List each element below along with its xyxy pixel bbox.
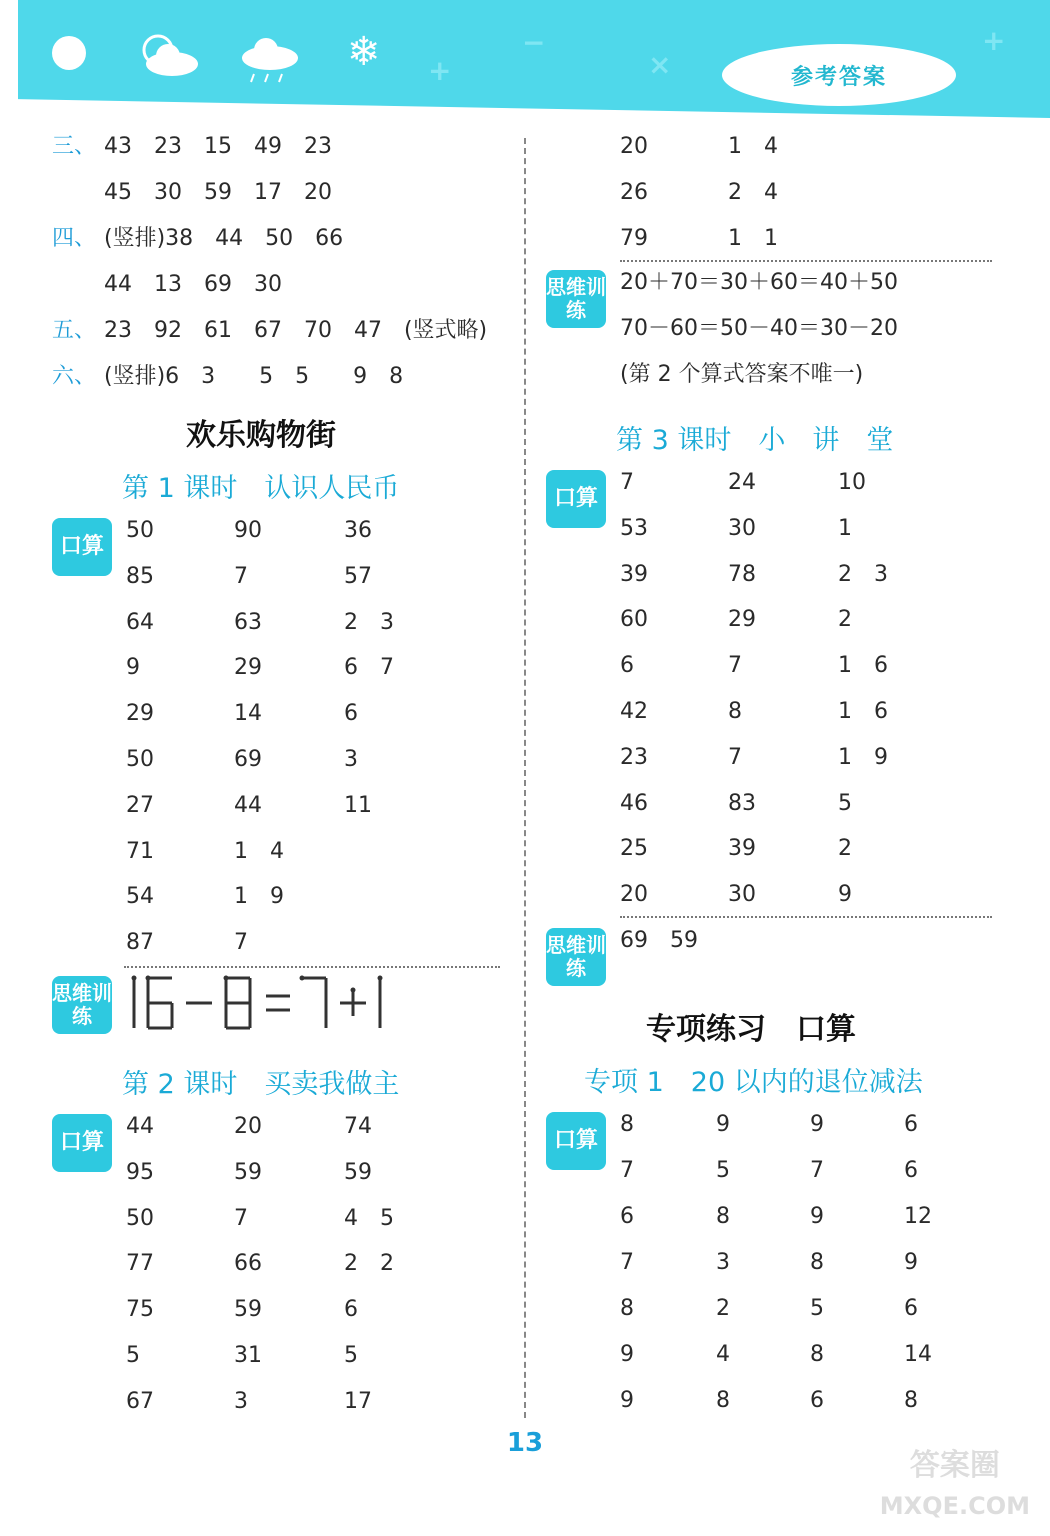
lesson-1-answer-r10-c2: 7: [234, 930, 248, 956]
lesson-3-answer-r1-c1: 7: [620, 470, 634, 495]
lesson-3-title: 第 3 课时 小 讲 堂: [616, 425, 894, 456]
lesson-1-answer-r8-c1: 71: [126, 838, 154, 864]
lesson-1-answer-r5-c3: 6: [344, 701, 358, 727]
lesson-2-answer-r2-c3: 59: [344, 1159, 372, 1185]
lesson-3-answer-r10-c3: 9: [838, 882, 852, 908]
lesson-2-answer-r6-c2: 31: [234, 1343, 262, 1368]
lesson-3-answer-r2-c2: 30: [728, 515, 756, 541]
continued-answer-r3-c1: 79: [620, 226, 648, 251]
lesson-3-answer-r10-c2: 30: [728, 882, 756, 908]
thinking-note: (第 2 个算式答案不唯一): [620, 362, 864, 387]
q6-row-1: (竖排)6 3 5 5 9 8: [104, 364, 404, 389]
lesson-3-answer-r10-c1: 20: [620, 882, 648, 908]
q6-label: 六、: [52, 364, 97, 389]
lesson-1-answer-r6-c2: 69: [234, 747, 262, 772]
special-1-answer-r6-c4: 14: [904, 1342, 932, 1367]
lesson-1-answer-r3-c2: 63: [234, 609, 262, 635]
special-1-answer-r1-c4: 6: [904, 1112, 918, 1137]
lesson-3-answer-r5-c1: 6: [620, 653, 634, 679]
snowflake-icon: ❄: [347, 29, 381, 75]
lesson-2-answer-r7-c2: 3: [234, 1388, 248, 1414]
special-1-answer-r3-c1: 6: [620, 1204, 634, 1229]
lesson-2-title: 第 2 课时 买卖我做主: [122, 1069, 400, 1100]
q4-label: 四、: [52, 226, 97, 251]
thinking-training-tag-left: 思维训练: [52, 976, 112, 1034]
lesson-3-answer-r9-c3: 2: [838, 836, 852, 862]
lesson-1-answer-r7-c2: 44: [234, 792, 262, 818]
lesson-3-answer-r7-c3: 1 9: [838, 744, 888, 770]
special-1-answer-r4-c3: 8: [810, 1250, 824, 1275]
q3-row-1: 43 23 15 49 23: [104, 134, 332, 159]
lesson-3-answer-r8-c2: 83: [728, 790, 756, 816]
page-number: 13: [506, 1428, 544, 1458]
continued-answer-r1-c2: 1 4: [728, 134, 778, 159]
special-1-answer-r6-c2: 4: [716, 1342, 730, 1367]
thinking-2-answer: 69 59: [620, 928, 698, 953]
thinking-training-tag-right-1: 思维训练: [546, 270, 606, 328]
lesson-3-answer-r6-c2: 8: [728, 699, 742, 724]
lesson-2-answer-r7-c3: 17: [344, 1388, 372, 1414]
lesson-3-answer-r1-c2: 24: [728, 470, 756, 495]
special-1-answer-r6-c1: 9: [620, 1342, 634, 1367]
special-1-answer-r7-c2: 8: [716, 1388, 730, 1413]
special-1-answer-r1-c1: 8: [620, 1112, 634, 1137]
q5-label: 五、: [52, 318, 97, 343]
special-1-answer-r2-c2: 5: [716, 1158, 730, 1183]
lesson-2-answer-r5-c3: 6: [344, 1297, 358, 1323]
special-1-answer-r4-c2: 3: [716, 1250, 730, 1275]
special-1-answer-r5-c2: 2: [716, 1296, 730, 1321]
watermark-line-1: 答案圈: [909, 1448, 1000, 1483]
lesson-1-answer-r10-c1: 87: [126, 930, 154, 956]
watermark-line-2: MXQE.COM: [879, 1492, 1030, 1520]
lesson-1-answer-r2-c3: 57: [344, 563, 372, 589]
lesson-3-answer-r4-c2: 29: [728, 607, 756, 633]
continued-answer-r2-c2: 2 4: [728, 180, 778, 205]
lesson-2-answer-r1-c3: 74: [344, 1114, 372, 1139]
special-1-answer-r3-c3: 9: [810, 1204, 824, 1229]
times-decoration-icon: ×: [648, 48, 672, 81]
lesson-3-answer-r2-c1: 53: [620, 515, 648, 541]
dotted-divider-left: [124, 966, 500, 968]
lesson-1-title: 第 1 课时 认识人民币: [122, 473, 400, 504]
lesson-3-answer-r4-c1: 60: [620, 607, 648, 633]
lesson-3-answer-r3-c1: 39: [620, 561, 648, 587]
lesson-3-answer-r6-c3: 1 6: [838, 699, 888, 724]
q3-row-2: 45 30 59 17 20: [104, 180, 332, 205]
mental-math-tag-lesson-2: 口算: [52, 1114, 112, 1172]
continued-answer-r1-c1: 20: [620, 134, 648, 159]
q4-row-2: 44 13 69 30: [104, 272, 282, 297]
lesson-3-answer-r5-c2: 7: [728, 653, 742, 679]
lesson-2-answer-r4-c1: 77: [126, 1251, 154, 1277]
lesson-1-answer-r6-c1: 50: [126, 747, 154, 772]
lesson-1-answer-r7-c1: 27: [126, 792, 154, 818]
matchstick-equation-text: 16−8=7+1: [126, 972, 132, 973]
lesson-3-answer-r1-c3: 10: [838, 470, 866, 495]
lesson-2-answer-r7-c1: 67: [126, 1388, 154, 1414]
mental-math-tag-lesson-1: 口算: [52, 518, 112, 576]
plus-decoration-icon: +: [428, 54, 452, 87]
lesson-2-answer-r5-c1: 75: [126, 1297, 154, 1323]
special-1-answer-r7-c4: 8: [904, 1388, 918, 1413]
dotted-divider-right-1: [620, 260, 992, 262]
section-title-special-practice: 专项练习 口算: [646, 1012, 856, 1047]
sun-icon: [52, 36, 86, 70]
q3-label: 三、: [52, 134, 97, 159]
lesson-1-answer-r4-c2: 29: [234, 655, 262, 681]
lesson-2-answer-r2-c1: 95: [126, 1159, 154, 1185]
cloud-sun-icon: [136, 30, 202, 80]
lesson-3-answer-r6-c1: 42: [620, 699, 648, 724]
lesson-1-answer-r9-c1: 54: [126, 884, 154, 910]
lesson-1-answer-r1-c3: 36: [344, 518, 372, 543]
lesson-3-answer-r7-c2: 7: [728, 744, 742, 770]
continued-answer-r2-c1: 26: [620, 180, 648, 205]
rain-cloud-icon: [236, 36, 302, 84]
lesson-1-answer-r3-c1: 64: [126, 609, 154, 635]
special-1-answer-r2-c1: 7: [620, 1158, 634, 1183]
lesson-1-answer-r3-c3: 2 3: [344, 609, 394, 635]
special-1-answer-r6-c3: 8: [810, 1342, 824, 1367]
special-1-answer-r2-c3: 7: [810, 1158, 824, 1183]
thinking-line-2: 70－60＝50－40＝30－20: [620, 316, 898, 341]
lesson-1-answer-r5-c2: 14: [234, 701, 262, 727]
lesson-2-answer-r2-c2: 59: [234, 1159, 262, 1185]
special-1-answer-r5-c3: 5: [810, 1296, 824, 1321]
lesson-1-answer-r8-c2: 1 4: [234, 838, 284, 864]
lesson-2-answer-r4-c2: 66: [234, 1251, 262, 1277]
lesson-3-answer-r4-c3: 2: [838, 607, 852, 633]
dotted-divider-right-2: [620, 916, 992, 918]
lesson-3-answer-r9-c1: 25: [620, 836, 648, 862]
lesson-1-answer-r6-c3: 3: [344, 747, 358, 772]
lesson-1-answer-r4-c3: 6 7: [344, 655, 394, 681]
plus-decoration-icon-right: +: [982, 24, 1006, 57]
lesson-2-answer-r5-c2: 59: [234, 1297, 262, 1323]
section-title-shopping: 欢乐购物街: [186, 418, 336, 453]
column-divider: [524, 138, 526, 1418]
mental-math-tag-lesson-3: 口算: [546, 470, 606, 528]
matchstick-equation: [126, 972, 396, 1034]
continued-answer-r3-c2: 1 1: [728, 226, 778, 251]
q5-row-1: 23 92 61 67 70 47 (竖式略): [104, 318, 488, 343]
special-1-answer-r7-c3: 6: [810, 1388, 824, 1413]
special-1-answer-r4-c4: 9: [904, 1250, 918, 1275]
lesson-1-answer-r4-c1: 9: [126, 655, 140, 681]
lesson-1-answer-r2-c1: 85: [126, 563, 154, 589]
lesson-1-answer-r1-c1: 50: [126, 518, 154, 543]
lesson-2-answer-r3-c3: 4 5: [344, 1205, 394, 1231]
minus-decoration-icon: −: [522, 26, 546, 59]
lesson-3-answer-r7-c1: 23: [620, 744, 648, 770]
lesson-2-answer-r1-c1: 44: [126, 1114, 154, 1139]
special-1-title: 专项 1 20 以内的退位减法: [584, 1067, 923, 1098]
q4-row-1: (竖排)38 44 50 66: [104, 226, 344, 251]
special-1-answer-r4-c1: 7: [620, 1250, 634, 1275]
special-1-answer-r1-c3: 9: [810, 1112, 824, 1137]
lesson-3-answer-r8-c3: 5: [838, 790, 852, 816]
lesson-2-answer-r4-c3: 2 2: [344, 1251, 394, 1277]
special-1-answer-r7-c1: 9: [620, 1388, 634, 1413]
lesson-3-answer-r3-c2: 78: [728, 561, 756, 587]
lesson-2-answer-r1-c2: 20: [234, 1114, 262, 1139]
lesson-2-answer-r3-c2: 7: [234, 1205, 248, 1231]
lesson-3-answer-r3-c3: 2 3: [838, 561, 888, 587]
lesson-3-answer-r2-c3: 1: [838, 515, 852, 541]
special-1-answer-r5-c4: 6: [904, 1296, 918, 1321]
special-1-answer-r3-c4: 12: [904, 1204, 932, 1229]
lesson-3-answer-r9-c2: 39: [728, 836, 756, 862]
mental-math-tag-special-1: 口算: [546, 1112, 606, 1170]
special-1-answer-r5-c1: 8: [620, 1296, 634, 1321]
thinking-line-1: 20＋70＝30＋60＝40＋50: [620, 270, 898, 295]
special-1-answer-r3-c2: 8: [716, 1204, 730, 1229]
lesson-1-answer-r5-c1: 29: [126, 701, 154, 727]
lesson-3-answer-r5-c3: 1 6: [838, 653, 888, 679]
lesson-3-answer-r8-c1: 46: [620, 790, 648, 816]
special-1-answer-r2-c4: 6: [904, 1158, 918, 1183]
lesson-1-answer-r7-c3: 11: [344, 792, 372, 818]
lesson-2-answer-r6-c1: 5: [126, 1343, 140, 1368]
lesson-1-answer-r2-c2: 7: [234, 563, 248, 589]
answer-key-badge: 参考答案: [722, 44, 956, 106]
site-watermark: [880, 1446, 1030, 1526]
lesson-1-answer-r1-c2: 90: [234, 518, 262, 543]
thinking-training-tag-right-2: 思维训练: [546, 928, 606, 986]
special-1-answer-r1-c2: 9: [716, 1112, 730, 1137]
lesson-2-answer-r3-c1: 50: [126, 1205, 154, 1231]
lesson-2-answer-r6-c3: 5: [344, 1343, 358, 1368]
lesson-1-answer-r9-c2: 1 9: [234, 884, 284, 910]
